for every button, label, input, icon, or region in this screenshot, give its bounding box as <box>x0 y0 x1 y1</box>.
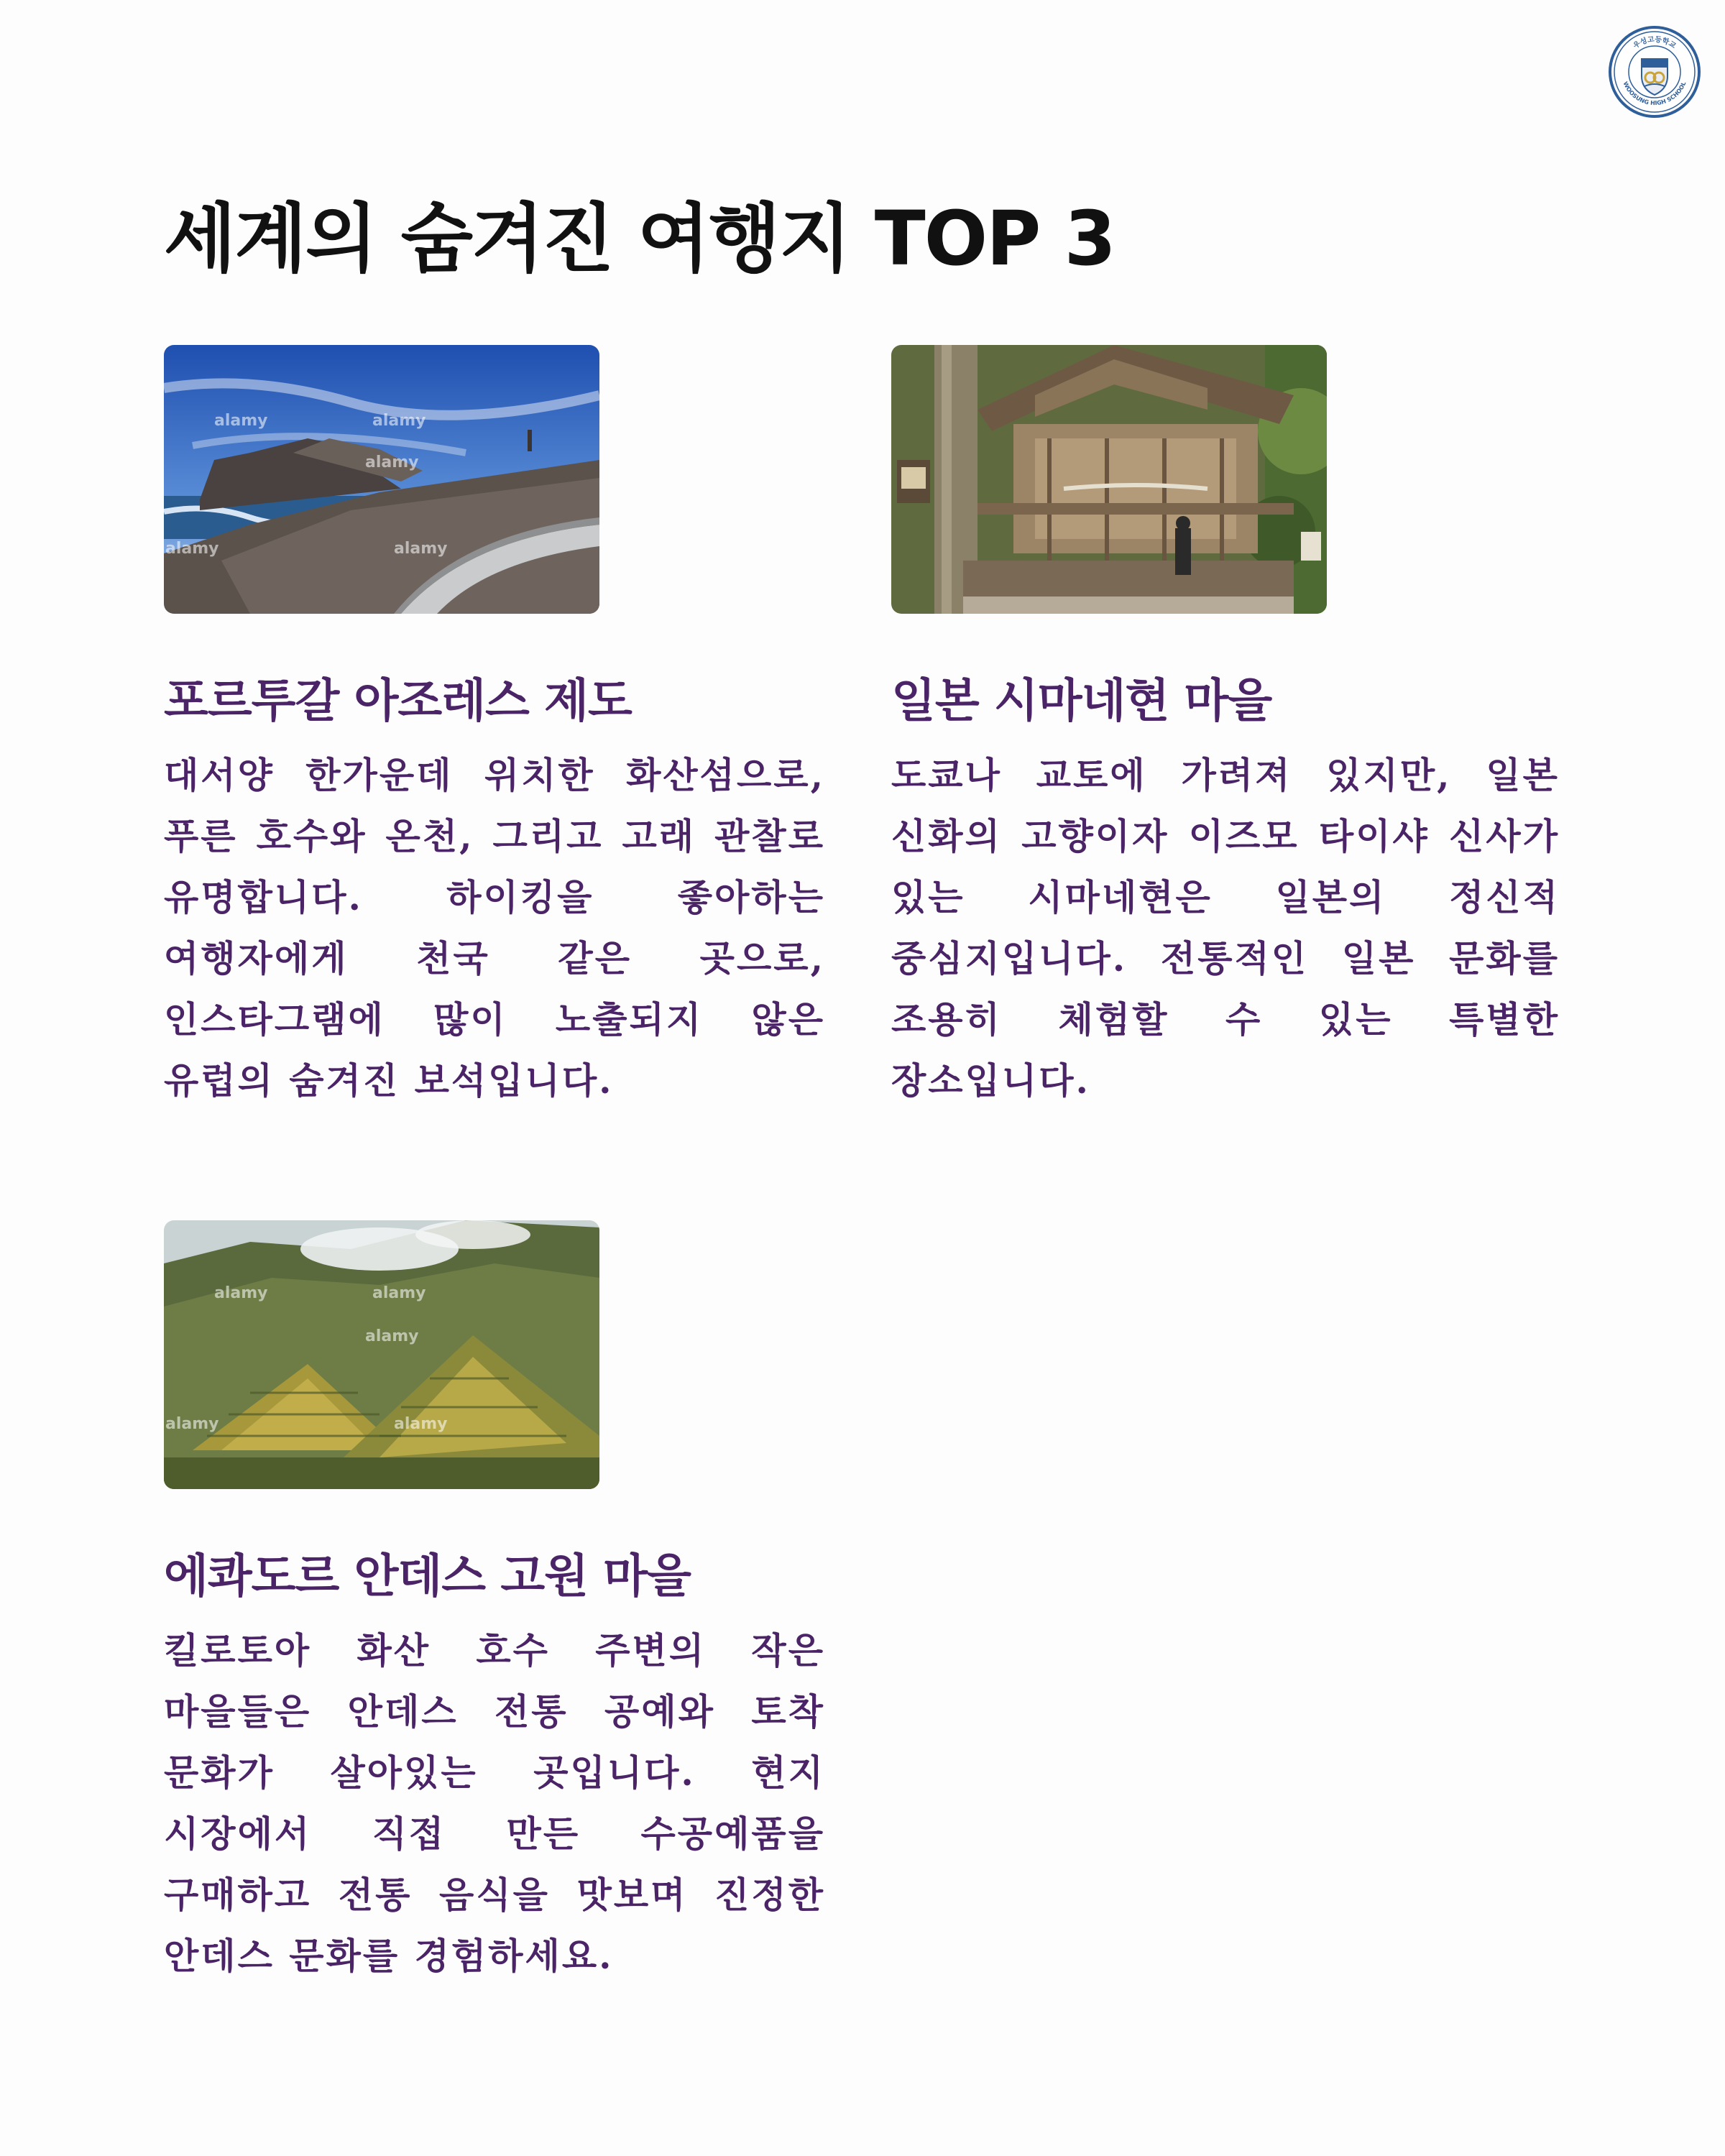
azores-coast-photo <box>164 345 599 614</box>
watermark: alamy <box>214 1284 268 1302</box>
destination-description: 도쿄나 교토에 가려져 있지만, 일본 신화의 고향이자 이즈모 타이샤 신사가 있는 시마네현은 일본의 정신적 중심지입니다. 전통적인 일본 문화를 조용히 체험할 수 있는 특별한 장소입니다. <box>891 754 1560 1102</box>
destination-card-azores <box>164 345 840 1111</box>
destination-description: 킬로토아 화산 호수 주변의 작은 마을들은 안데스 전통 공예와 토착 문화가 살아있는 곳입니다. 현지 시장에서 직접 만든 수공예품을 구매하고 전통 음식을 맛보며 진정한 안데스 문화를 경험하세요. <box>164 1629 825 1977</box>
watermark: alamy <box>372 1284 426 1302</box>
watermark: alamy <box>365 453 419 471</box>
emblem-ring-text: WOOSUNG HIGH SCHOOL <box>1622 80 1688 107</box>
watermark: alamy <box>165 540 219 558</box>
destination-title: 에콰도르 안데스 고원 마을 <box>164 1550 691 1603</box>
andes-highlands-photo <box>164 1220 599 1489</box>
watermark: alamy <box>372 412 426 430</box>
page-title: 세계의 숨겨진 여행지 TOP 3 <box>164 195 1115 282</box>
watermark: alamy <box>165 1415 219 1433</box>
watermark: alamy <box>394 540 448 558</box>
watermark: alamy <box>394 1415 448 1433</box>
destination-title: 일본 시마네현 마을 <box>891 675 1272 728</box>
destination-description: 대서양 한가운데 위치한 화산섬으로, 푸른 호수와 온천, 그리고 고래 관찰로 유명합니다. 하이킹을 좋아하는 여행자에게 천국 같은 곳으로, 인스타그램에 많이 노출되지 않은 유럽의 숨겨진 보석입니다. <box>164 754 825 1102</box>
shimane-shrine-photo <box>891 345 1327 614</box>
watermark: alamy <box>365 1327 419 1345</box>
emblem-top-text: 우성고등학교 <box>1632 35 1678 50</box>
destination-card-shimane <box>891 345 1567 1111</box>
watermark: alamy <box>214 412 268 430</box>
destination-card-andes <box>164 1220 840 1986</box>
school-emblem-icon <box>1609 26 1701 118</box>
destination-title: 포르투갈 아조레스 제도 <box>164 675 632 728</box>
